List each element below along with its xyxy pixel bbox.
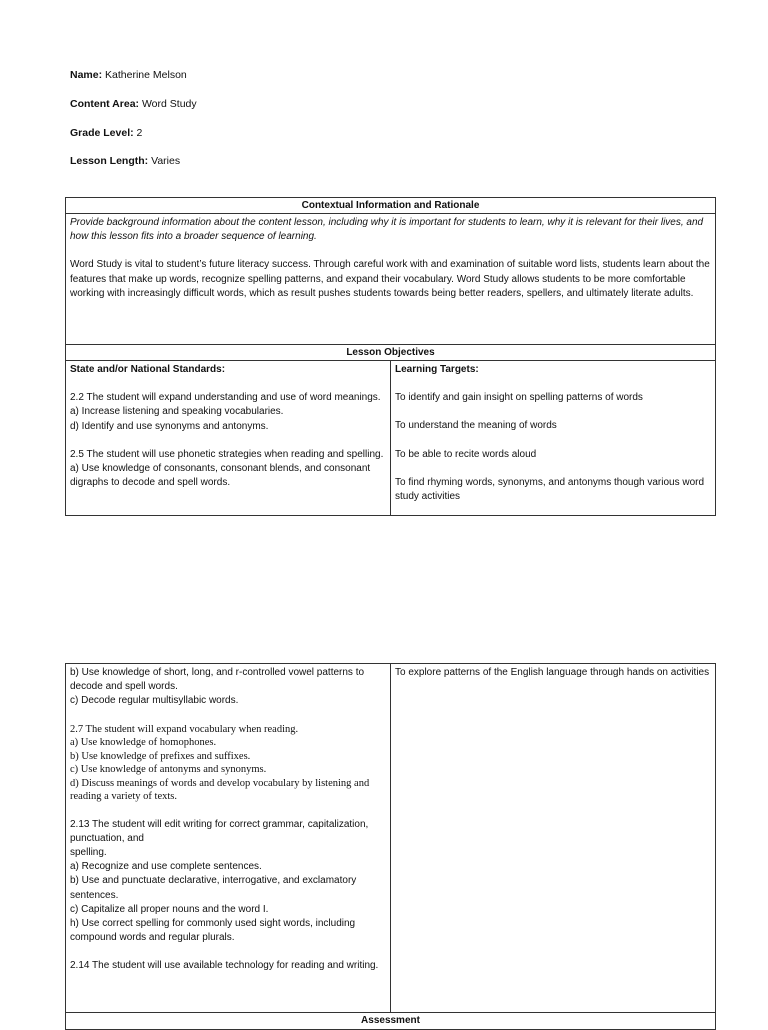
- grade-level-field: [70, 127, 142, 139]
- target-recite-words: To be able to recite words aloud: [395, 448, 537, 460]
- standard-2-13-b: b) Use and punctuate declarative, interrogative, and exclamatory sentences.: [70, 875, 357, 901]
- standard-2-7-d: d) Discuss meanings of words and develop vocabulary by listening and reading a variety of texts.: [70, 777, 370, 803]
- target-rhyming-words: To find rhyming words, synonyms, and antonyms though various word study activities: [395, 476, 705, 503]
- standard-2-5-b: b) Use knowledge of short, long, and r-controlled vowel patterns to decode and spell words.: [70, 667, 365, 693]
- standard-2-7-c: c) Use knowledge of antonyms and synonyms.: [70, 764, 267, 776]
- context-cell: [66, 214, 716, 345]
- objectives-title: Lesson Objectives: [66, 345, 716, 361]
- standard-2-2: 2.2 The student will expand understanding and use of word meanings.: [70, 392, 381, 404]
- standard-2-5-c: c) Decode regular multisyllabic words.: [70, 695, 239, 707]
- standard-2-13-cont: spelling.: [70, 847, 107, 859]
- name-field: [70, 69, 187, 81]
- target-spelling-patterns: To identify and gain insight on spelling patterns of words: [395, 392, 643, 404]
- target-explore-patterns: To explore patterns of the English language through hands on activities: [395, 667, 710, 678]
- lesson-length-label: Lesson Length:: [70, 155, 149, 167]
- standard-2-5-a: a) Use knowledge of consonants, consonant blends, and consonant digraphs to decode and spell words.: [70, 463, 371, 489]
- standard-2-7-b: b) Use knowledge of prefixes and suffixes.: [70, 750, 251, 762]
- content-area-label: Content Area:: [70, 98, 140, 110]
- target-word-meaning: To understand the meaning of words: [395, 420, 557, 432]
- name-label: Name:: [70, 69, 103, 81]
- standard-2-13: 2.13 The student will edit writing for correct grammar, capitalization, punctuation, and: [70, 818, 369, 844]
- content-area-field: [70, 98, 197, 110]
- standard-2-5: 2.5 The student will use phonetic strategies when reading and spelling.: [70, 448, 384, 460]
- targets-cell: [391, 361, 716, 516]
- content-area-value: Word Study: [141, 98, 197, 110]
- lesson-length-value: Varies: [151, 155, 181, 167]
- standard-2-13-h: h) Use correct spelling for commonly used sight words, including compound words and regular plurals.: [70, 918, 356, 944]
- standard-2-13-a: a) Recognize and use complete sentences.: [70, 861, 262, 873]
- context-body: Word Study is vital to student’s future literacy success. Through careful work with and examination of suitable word lists, students learn about the features that make up words, recognize spelling patterns, and expand their vocabulary. Word Study allows students to be more comfortable working with increasingly difficult words, which as result pushes students towards being better readers, spellers, and ultimately literate adults.: [70, 259, 710, 299]
- assessment-title: Assessment: [66, 1013, 716, 1030]
- lesson-length-field: [70, 155, 180, 167]
- standard-2-7: 2.7 The student will expand vocabulary when reading.: [70, 723, 299, 735]
- grade-level-value: 2: [136, 127, 143, 139]
- standard-2-14: 2.14 The student will use available technology for reading and writing.: [70, 960, 379, 972]
- targets-header: Learning Targets:: [395, 364, 479, 375]
- grade-level-label: Grade Level:: [70, 127, 134, 139]
- standards-cell: [66, 361, 391, 516]
- lesson-plan-table-continued: [65, 663, 716, 1030]
- context-prompt: Provide background information about the content lesson, including why it is important for students to learn, why it is relevant for their lives, and how this lesson fits into a broader sequence of learning.: [70, 217, 704, 243]
- standard-2-7-a: a) Use knowledge of homophones.: [70, 737, 217, 749]
- lesson-plan-table: [65, 197, 716, 516]
- standard-2-13-c: c) Capitalize all proper nouns and the word I.: [70, 903, 269, 915]
- context-title: Contextual Information and Rationale: [66, 198, 716, 214]
- targets-continued-cell: [391, 664, 716, 1013]
- standards-header: State and/or National Standards:: [70, 364, 226, 375]
- name-value: Katherine Melson: [105, 69, 187, 81]
- standards-continued-cell: [66, 664, 391, 1013]
- standard-2-2-d: d) Identify and use synonyms and antonyms.: [70, 420, 269, 432]
- standard-2-7-block: [70, 723, 386, 804]
- standard-2-2-a: a) Increase listening and speaking vocabularies.: [70, 406, 284, 418]
